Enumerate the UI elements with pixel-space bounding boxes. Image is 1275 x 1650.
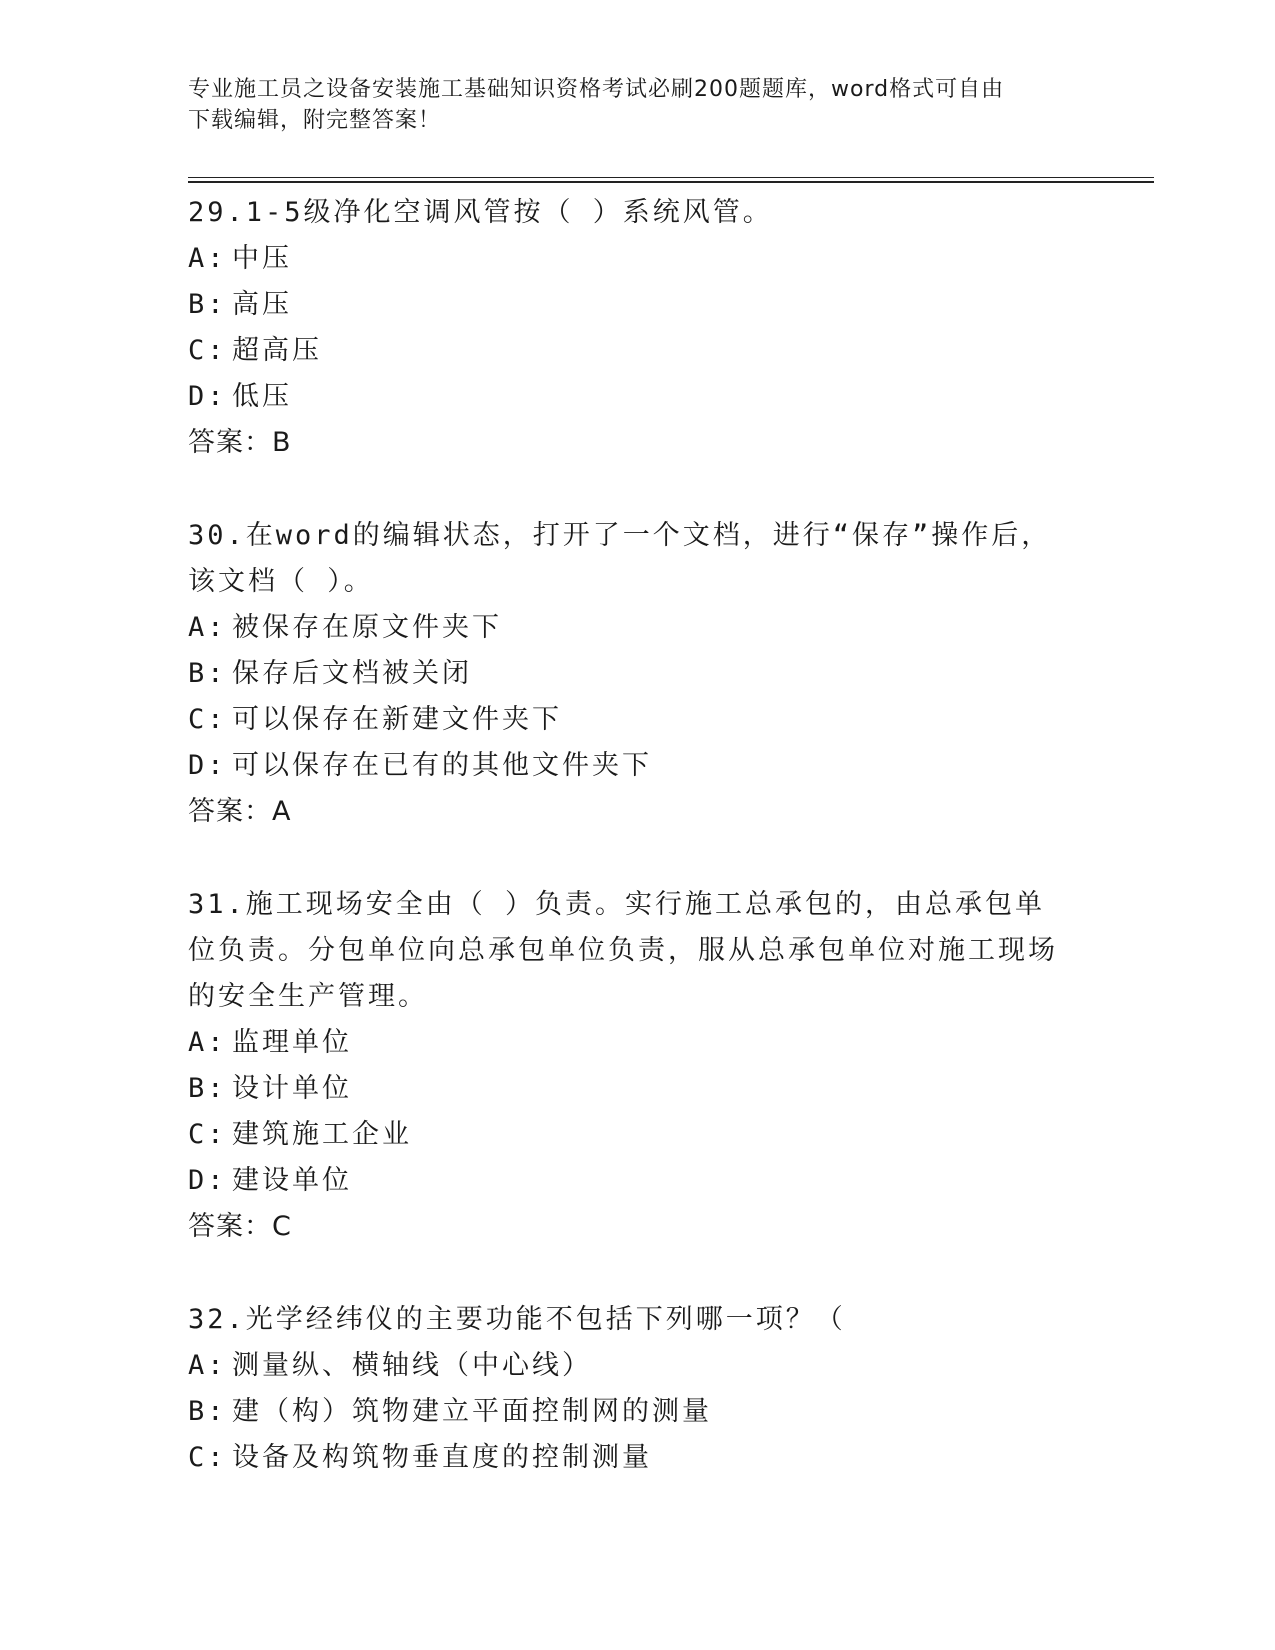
option-b — [188, 1389, 1068, 1435]
option-text: 可以保存在新建文件夹下 — [232, 704, 562, 735]
option-letter: A: — [188, 1350, 227, 1381]
option-text: 建筑施工企业 — [232, 1119, 412, 1150]
option-a — [188, 1020, 1068, 1066]
option-b — [188, 651, 1068, 697]
question-29 — [188, 190, 1068, 466]
header-divider-thick — [188, 181, 1154, 183]
option-letter: A: — [188, 612, 227, 643]
option-letter: B: — [188, 1396, 227, 1427]
header-line-2: 下载编辑，附完整答案！ — [188, 108, 442, 133]
option-text: 中压 — [232, 243, 292, 274]
option-letter: C: — [188, 704, 227, 735]
answer-line: 答案：B — [188, 427, 292, 458]
option-b — [188, 282, 1068, 328]
option-letter: C: — [188, 1442, 227, 1473]
option-a — [188, 236, 1068, 282]
option-letter: C: — [188, 335, 227, 366]
option-text: 保存后文档被关闭 — [232, 658, 472, 689]
question-30 — [188, 513, 1068, 835]
question-stem: 29.1-5级净化空调风管按（ ）系统风管。 — [188, 197, 773, 228]
option-text: 设备及构筑物垂直度的控制测量 — [232, 1442, 652, 1473]
option-letter: C: — [188, 1119, 227, 1150]
option-letter: B: — [188, 1073, 227, 1104]
header-line-1: 专业施工员之设备安装施工基础知识资格考试必刷200题题库，word格式可自由 — [188, 77, 1005, 102]
option-text: 高压 — [232, 289, 292, 320]
option-text: 建（构）筑物建立平面控制网的测量 — [232, 1396, 712, 1427]
question-stem: 30.在word的编辑状态，打开了一个文档，进行“保存”操作后，该文档（ ）。 — [188, 520, 1052, 597]
option-letter: D: — [188, 1165, 227, 1196]
question-list — [188, 190, 1068, 1528]
option-text: 低压 — [232, 381, 292, 412]
option-letter: A: — [188, 243, 227, 274]
option-c — [188, 1112, 1068, 1158]
option-letter: A: — [188, 1027, 227, 1058]
answer-line: 答案：C — [188, 1211, 292, 1242]
option-c — [188, 697, 1068, 743]
option-text: 被保存在原文件夹下 — [232, 612, 502, 643]
option-a — [188, 605, 1068, 651]
option-letter: B: — [188, 658, 227, 689]
question-31 — [188, 882, 1068, 1250]
option-a — [188, 1343, 1068, 1389]
question-stem: 32.光学经纬仪的主要功能不包括下列哪一项？（ — [188, 1304, 846, 1335]
option-text: 超高压 — [232, 335, 322, 366]
answer-line: 答案：A — [188, 796, 292, 827]
question-stem: 31.施工现场安全由（ ）负责。实行施工总承包的，由总承包单位负责。分包单位向总承包单位负责，服从总承包单位对施工现场的安全生产管理。 — [188, 889, 1058, 1012]
option-text: 建设单位 — [232, 1165, 352, 1196]
option-d — [188, 1158, 1068, 1204]
option-letter: B: — [188, 289, 227, 320]
option-text: 监理单位 — [232, 1027, 352, 1058]
option-text: 测量纵、横轴线（中心线） — [232, 1350, 592, 1381]
option-text: 可以保存在已有的其他文件夹下 — [232, 750, 652, 781]
option-d — [188, 743, 1068, 789]
option-c — [188, 328, 1068, 374]
option-c — [188, 1435, 1068, 1481]
header-divider-thin — [188, 177, 1154, 178]
option-letter: D: — [188, 381, 227, 412]
option-b — [188, 1066, 1068, 1112]
option-text: 设计单位 — [232, 1073, 352, 1104]
option-d — [188, 374, 1068, 420]
question-32 — [188, 1297, 1068, 1481]
option-letter: D: — [188, 750, 227, 781]
document-header — [188, 74, 1068, 136]
